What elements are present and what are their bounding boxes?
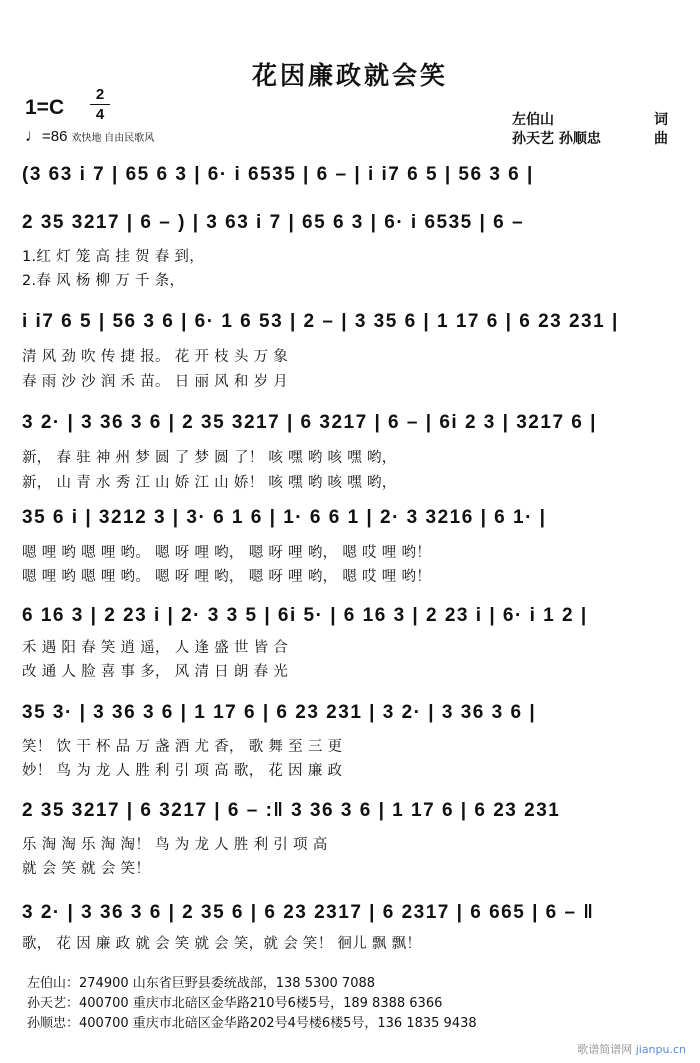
composer-names: 孙天艺 孙顺忠 [512, 131, 601, 147]
lyric-verse-1: 新， 春 驻 神 州 梦 圆 了 梦 圆 了！ 咳 嘿 哟 咳 嘿 哟， [22, 450, 397, 466]
site-watermark [577, 1041, 686, 1057]
lyric-verse-2: 嗯 哩 哟 嗯 哩 哟。 嗯 呀 哩 哟， 嗯 呀 哩 哟， 嗯 哎 哩 哟！ [22, 569, 432, 585]
watermark-site-name: 歌谱简谱网 [577, 1043, 633, 1056]
lyric-verse-1: 歌， 花 因 廉 政 就 会 笑 就 会 笑，就 会 笑！ 徊儿 飘 飘！ [22, 936, 422, 952]
time-signature-top: 2 [95, 86, 105, 103]
lyric-verse-2: 妙！ 鸟 为 龙 人 胜 利 引 项 高 歌， 花 因 廉 政 [22, 763, 343, 779]
lyricist-role: 词 [654, 112, 668, 128]
notation-line: 35 6 i | 3212 3 | 3· 6 1 6 | 1· 6 6 1 | 2· 3 3216 | 6 1· | [22, 507, 547, 528]
tempo-value: =86 [42, 128, 68, 145]
notation-line: 6 16 3 | 2 23 i | 2· 3 3 5 | 6i 5· | 6 16 3 | 2 23 i | 6· i 1 2 | [22, 605, 588, 626]
time-signature [90, 86, 110, 123]
composer-role: 曲 [654, 131, 668, 147]
lyric-verse-2: 新， 山 青 水 秀 江 山 娇 江 山 娇！ 咳 嘿 哟 咳 嘿 哟， [22, 475, 397, 491]
notation-line: 35 3· | 3 36 3 6 | 1 17 6 | 6 23 231 | 3 2· | 3 36 3 6 | [22, 702, 537, 723]
lyric-verse-1: 乐 淘 淘 乐 淘 淘！ 鸟 为 龙 人 胜 利 引 项 高 [22, 837, 328, 853]
lyric-verse-2: 春 雨 沙 沙 润 禾 苗。 日 丽 风 和 岁 月 [22, 374, 289, 390]
lyric-verse-2: 2.春 风 杨 柳 万 千 条， [22, 273, 185, 289]
time-signature-bottom: 4 [95, 106, 105, 123]
notation-line: 2 35 3217 | 6 – ) | 3 63 i 7 | 65 6 3 | 6· i 6535 | 6 – [22, 212, 525, 233]
tempo-marking [25, 126, 154, 146]
contact-line: 孙顺忠：400700 重庆市北碚区金华路202号4号楼6楼5号，136 1835 9438 [27, 1016, 477, 1031]
lyric-verse-1: 清 风 劲 吹 传 捷 报。 花 开 枝 头 万 象 [22, 349, 289, 365]
watermark-url: jianpu.cn [635, 1043, 686, 1056]
lyric-verse-2: 改 通 人 脸 喜 事 多， 风 清 日 朗 春 光 [22, 664, 289, 680]
lyric-verse-1: 1.红 灯 笼 高 挂 贺 春 到， [22, 249, 204, 265]
quarter-note-icon: ♩ [25, 126, 42, 145]
lyric-verse-2: 就 会 笑 就 会 笑！ [22, 861, 151, 877]
key-signature: 1=C [25, 96, 65, 119]
notation-line: i i7 6 5 | 56 3 6 | 6· 1 6 53 | 2 – | 3 35 6 | 1 17 6 | 6 23 231 | [22, 311, 619, 332]
notation-line: 3 2· | 3 36 3 6 | 2 35 6 | 6 23 2317 | 6 2317 | 6 665 | 6 – ‖ [22, 902, 595, 923]
notation-line: 2 35 3217 | 6 3217 | 6 – :‖ 3 36 3 6 | 1 17 6 | 6 23 231 [22, 800, 561, 821]
contact-line: 左伯山：274900 山东省巨野县委统战部，138 5300 7088 [27, 976, 376, 991]
notation-line: (3 63 i 7 | 65 6 3 | 6· i 6535 | 6 – | i i7 6 5 | 56 3 6 | [22, 164, 534, 185]
lyric-verse-1: 嗯 哩 哟 嗯 哩 哟。 嗯 呀 哩 哟， 嗯 呀 哩 哟， 嗯 哎 哩 哟！ [22, 545, 432, 561]
lyric-verse-1: 笑！ 饮 干 杯 品 万 盏 酒 尤 香， 歌 舞 至 三 更 [22, 739, 343, 755]
tempo-style: 欢快地 自由民歌风 [71, 133, 155, 144]
notation-line: 3 2· | 3 36 3 6 | 2 35 3217 | 6 3217 | 6 – | 6i 2 3 | 3217 6 | [22, 412, 597, 433]
lyricist-name: 左伯山 [512, 112, 554, 128]
contact-line: 孙天艺：400700 重庆市北碚区金华路210号6楼5号，189 8388 6366 [27, 996, 443, 1011]
lyric-verse-1: 禾 遇 阳 春 笑 逍 遥， 人 逢 盛 世 皆 合 [22, 640, 289, 656]
song-title: 花因廉政就会笑 [251, 61, 448, 90]
